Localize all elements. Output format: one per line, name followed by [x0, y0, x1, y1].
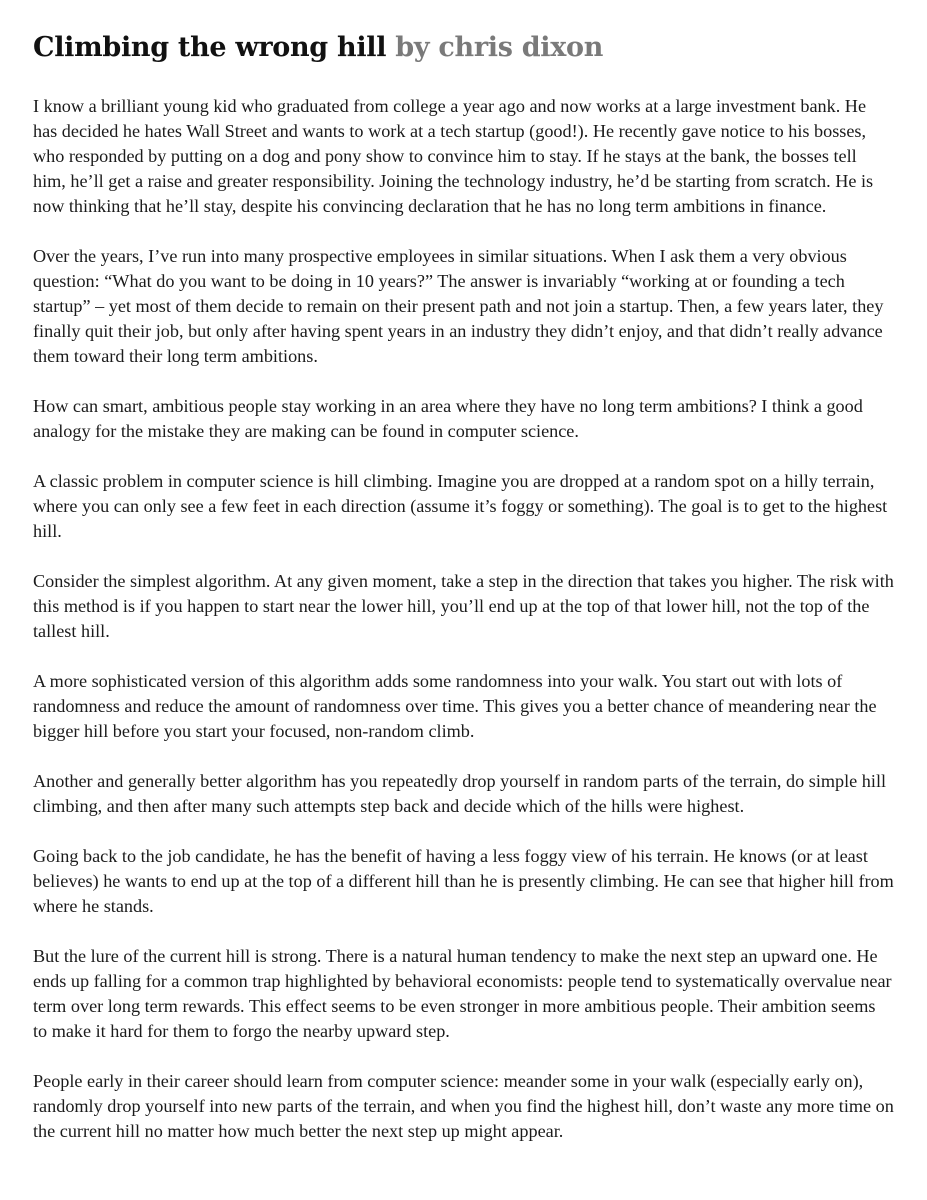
article-body	[33, 94, 894, 1144]
paragraph-5: Consider the simplest algorithm. At any given moment, take a step in the direction that takes you higher. The risk with this method is if you happen to start near the lower hill, you’ll end up at the top of that lower hill, not the top of the tallest hill.	[33, 571, 894, 641]
paragraph-6: A more sophisticated version of this algorithm adds some randomness into your walk. You start out with lots of randomness and reduce the amount of randomness over time. This gives you a better chance of meandering near the bigger hill before you start your focused, non-random climb.	[33, 671, 877, 741]
paragraph-8: Going back to the job candidate, he has the benefit of having a less foggy view of his terrain. He knows (or at least believes) he wants to end up at the top of a different hill than he is presently climbing. He can see that higher hill from where he stands.	[33, 846, 894, 916]
paragraph-4: A classic problem in computer science is hill climbing. Imagine you are dropped at a random spot on a hilly terrain, where you can only see a few feet in each direction (assume it’s foggy or something). The goal is to get to the highest hill.	[33, 471, 888, 541]
paragraph-3: How can smart, ambitious people stay working in an area where they have no long term ambitions? I think a good analogy for the mistake they are making can be found in computer science.	[33, 396, 863, 441]
title-text: Climbing the wrong hill	[33, 32, 387, 63]
paragraph-1: I know a brilliant young kid who graduated from college a year ago and now works at a large investment bank. He has decided he hates Wall Street and wants to work at a tech startup (good!). He recently gave notice to his bosses, who responded by putting on a dog and pony show to convince him to stay. If he stays at the bank, the bosses tell him, he’ll get a raise and greater responsibility. Joining the technology industry, he’d be starting from scratch. He is now thinking that he’ll stay, despite his convincing declaration that he has no long term ambitions in finance.	[33, 96, 874, 216]
paragraph-10: People early in their career should learn from computer science: meander some in your walk (especially early on), randomly drop yourself into new parts of the terrain, and when you find the highest hill, don’t waste any more time on the current hill no matter how much better the next step up might appear.	[33, 1071, 894, 1141]
byline: by chris dixon	[395, 32, 604, 63]
article-title	[33, 30, 894, 66]
paragraph-2: Over the years, I’ve run into many prospective employees in similar situations. When I ask them a very obvious question: “What do you want to be doing in 10 years?” The answer is invariably “working at or founding a tech startup” – yet most of them decide to remain on their present path and not join a startup. Then, a few years later, they finally quit their job, but only after having spent years in an industry they didn’t enjoy, and that didn’t really advance them toward their long term ambitions.	[33, 246, 884, 366]
paragraph-7: Another and generally better algorithm has you repeatedly drop yourself in random parts of the terrain, do simple hill climbing, and then after many such attempts step back and decide which of the hills were highest.	[33, 771, 887, 816]
paragraph-9: But the lure of the current hill is strong. There is a natural human tendency to make the next step an upward one. He ends up falling for a common trap highlighted by behavioral economists: people tend to systematically overvalue near term over long term rewards. This effect seems to be even stronger in more ambitious people. Their ambition seems to make it hard for them to forgo the nearby upward step.	[33, 946, 892, 1041]
